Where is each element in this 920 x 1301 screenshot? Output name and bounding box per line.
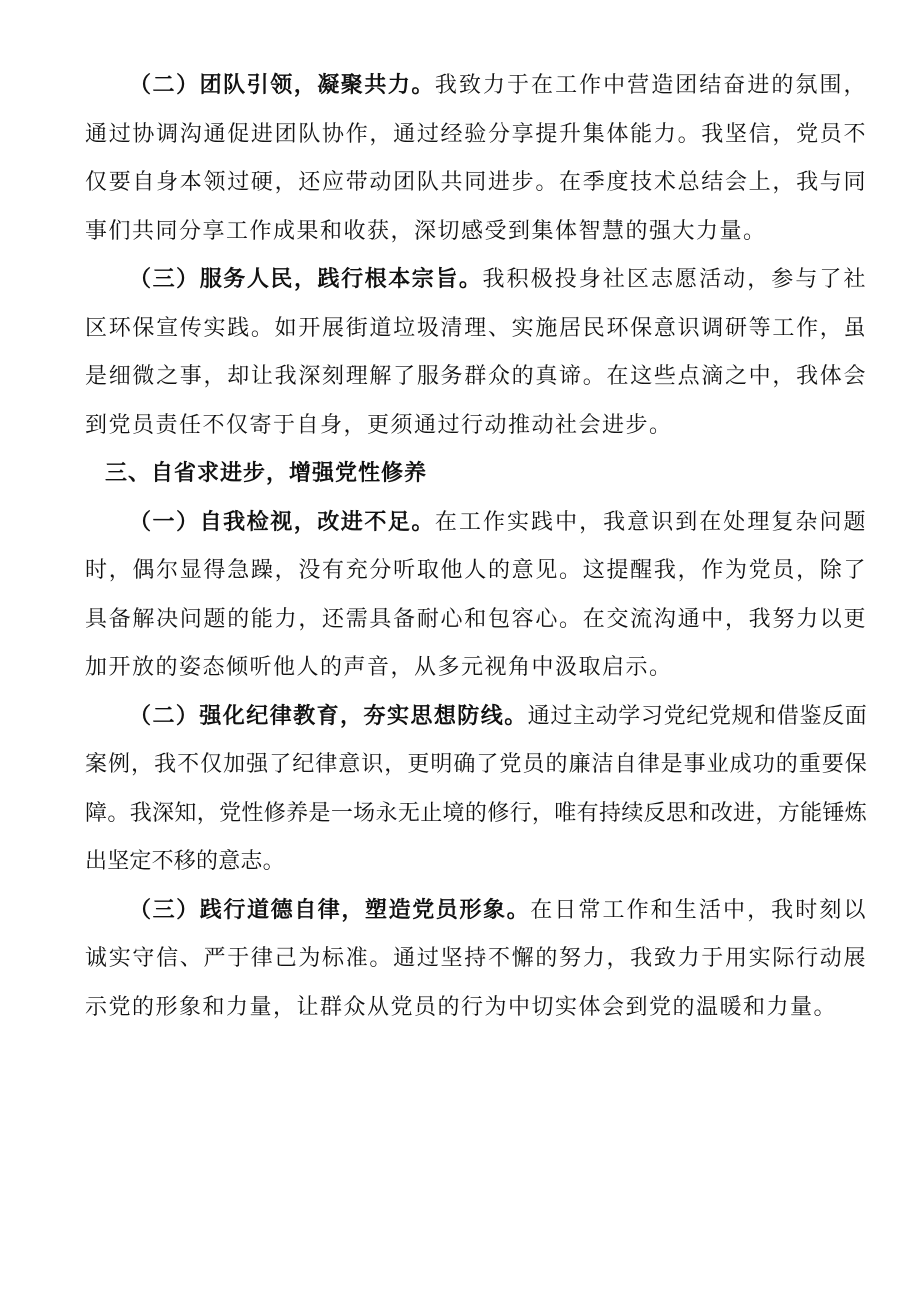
paragraph-body: 我积极投身社区志愿活动，参与了社区环保宣传实践。如开展街道垃圾清理、实施居民环保意识调研等工作，虽是细微之事，却让我深刻理解了服务群众的真谛。在这些点滴之中，我体会到党员责任不仅寄于自身，更须通过行动推动社会进步。 [85,267,867,438]
paragraph-body: 我致力于在工作中营造团结奋进的氛围，通过协调沟通促进团队协作，通过经验分享提升集体能力。我坚信，党员不仅要自身本领过硬，还应带动团队共同进步。在季度技术总结会上，我与同事们共同分享工作成果和收获，深切感受到集体智慧的强大力量。 [85,73,867,244]
paragraph-serve-people [85,256,867,450]
paragraph-lead: （一）自我检视，改进不足。 [129,509,435,535]
document-body [85,62,867,1032]
paragraph-lead: （二）团队引领，凝聚共力。 [129,73,435,98]
paragraph-body: 在日常工作和生活中，我时刻以诚实守信、严于律己为标准。通过坚持不懈的努力，我致力于用实际行动展示党的形象和力量，让群众从党员的行为中切实体会到党的温暖和力量。 [85,897,867,1020]
paragraph-discipline-education [85,693,867,887]
paragraph-lead: （三）服务人民，践行根本宗旨。 [129,267,483,292]
paragraph-moral-discipline [85,887,867,1033]
section-heading: 三、自省求进步，增强党性修养 [105,461,428,486]
paragraph-body: 在工作实践中，我意识到在处理复杂问题时，偶尔显得急躁，没有充分听取他人的意见。这提醒我，作为党员，除了具备解决问题的能力，还需具备耐心和包容心。在交流沟通中，我努力以更加开放的姿态倾听他人的声音，从多元视角中汲取启示。 [85,509,867,680]
paragraph-lead: （二）强化纪律教育，夯实思想防线。 [129,703,528,729]
paragraph-self-review [85,499,867,693]
paragraph-team-leadership [85,62,867,256]
paragraph-lead: （三）践行道德自律，塑造党员形象。 [129,897,531,923]
paragraph-body: 通过主动学习党纪党规和借鉴反面案例，我不仅加强了纪律意识，更明确了党员的廉洁自律是事业成功的重要保障。我深知，党性修养是一场永无止境的修行，唯有持续反思和改进，方能锤炼出坚定不移的意志。 [85,703,867,874]
